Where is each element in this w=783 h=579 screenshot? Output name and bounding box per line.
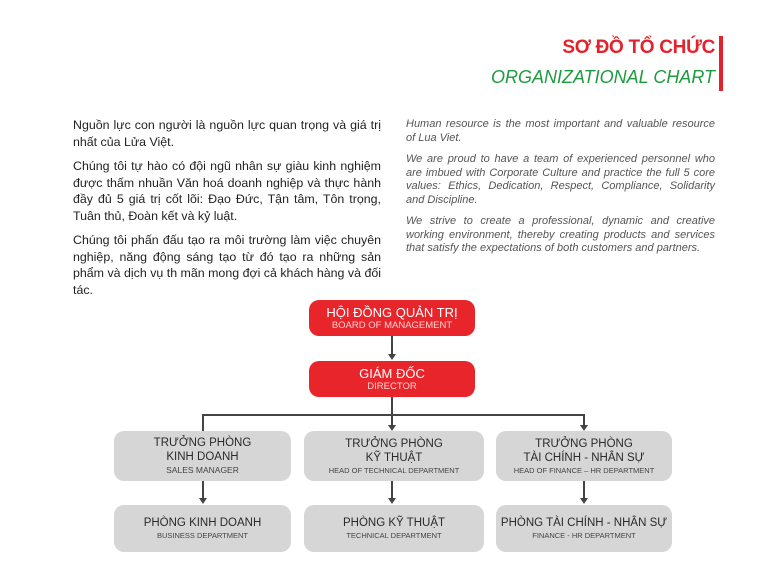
paragraph: We strive to create a professional, dynamic and creative working environment, thereby creating products and services that satisfy the expectations of both customers and partners. bbox=[406, 215, 715, 254]
department-subtitle: FINANCE - HR DEPARTMENT bbox=[532, 531, 636, 540]
board-box bbox=[309, 300, 475, 336]
arrow-icon bbox=[580, 498, 588, 504]
department-subtitle: BUSINESS DEPARTMENT bbox=[157, 531, 248, 540]
business-department-box bbox=[114, 505, 291, 552]
paragraph: Chúng tôi tự hào có đội ngũ nhân sự giàu kinh nghiệm được thấm nhuần Văn hoá doanh nghiệp và thực hành đầy đủ 5 giá trị cốt lõi: Đạo Đức, Tận tâm, Tôn trọng, Tuân thủ, Đoàn kết và kỷ luật. bbox=[73, 159, 381, 223]
manager-title: TRƯỞNG PHÒNG bbox=[535, 437, 633, 450]
connector bbox=[202, 481, 204, 498]
manager-title: TÀI CHÍNH - NHÂN SỰ bbox=[523, 451, 645, 464]
director-subtitle: DIRECTOR bbox=[367, 381, 417, 392]
finance-manager-box bbox=[496, 431, 672, 481]
director-box bbox=[309, 361, 475, 397]
manager-title: TRƯỞNG PHÒNG bbox=[153, 437, 252, 449]
intro-english bbox=[406, 118, 715, 264]
manager-title: TRƯỞNG PHÒNG bbox=[345, 437, 443, 450]
connector bbox=[583, 481, 585, 498]
paragraph: Nguồn lực con người là nguồn lực quan trọng và giá trị nhất của Lửa Việt. bbox=[73, 118, 381, 149]
paragraph: Chúng tôi phấn đấu tạo ra môi trường làm việc chuyên nghiệp, năng động sáng tạo từ đó tạo ra những sản phẩm và dịch vụ th mãn mong đợi cả khách hàng và đối tác. bbox=[73, 233, 381, 297]
arrow-icon bbox=[388, 354, 396, 360]
department-title: PHÒNG TÀI CHÍNH - NHÂN SỰ bbox=[500, 517, 668, 529]
page-title: SƠ ĐỒ TỔ CHỨC bbox=[562, 37, 715, 58]
accent-bar bbox=[719, 36, 723, 91]
manager-subtitle: HEAD OF FINANCE – HR DEPARTMENT bbox=[513, 465, 655, 475]
technical-department-box bbox=[304, 505, 484, 552]
arrow-icon bbox=[388, 498, 396, 504]
finance-department-box bbox=[496, 505, 672, 552]
connector bbox=[203, 414, 585, 416]
department-subtitle: TECHNICAL DEPARTMENT bbox=[346, 531, 442, 540]
manager-title: KINH DOANH bbox=[166, 451, 239, 463]
board-title: HỘI ĐỒNG QUẢN TRỊ bbox=[326, 305, 458, 320]
connector bbox=[391, 336, 393, 355]
department-title: PHÒNG KINH DOANH bbox=[143, 517, 262, 529]
arrow-icon bbox=[199, 498, 207, 504]
manager-title: KỸ THUẬT bbox=[365, 451, 423, 464]
sales-manager-box bbox=[114, 431, 291, 481]
intro-vietnamese bbox=[73, 117, 381, 306]
connector bbox=[391, 481, 393, 498]
paragraph: We are proud to have a team of experienced personnel who are imbued with Corporate Culture and practice the full 5 core values: Ethics, Dedication, Respect, Compliance, Solidarity and Discipline. bbox=[406, 153, 715, 206]
board-subtitle: BOARD OF MANAGEMENT bbox=[331, 320, 453, 331]
paragraph: Human resource is the most important and valuable resource of Lua Viet. bbox=[406, 118, 715, 144]
department-title: PHÒNG KỸ THUẬT bbox=[342, 517, 446, 529]
connector bbox=[583, 414, 585, 425]
manager-subtitle: HEAD OF TECHNICAL DEPARTMENT bbox=[328, 465, 460, 475]
director-title: GIÁM ĐỐC bbox=[359, 366, 425, 381]
manager-subtitle: SALES MANAGER bbox=[166, 465, 239, 475]
connector bbox=[202, 414, 204, 431]
page-subtitle: ORGANIZATIONAL CHART bbox=[490, 67, 715, 87]
connector bbox=[391, 397, 393, 425]
technical-manager-box bbox=[304, 431, 484, 481]
